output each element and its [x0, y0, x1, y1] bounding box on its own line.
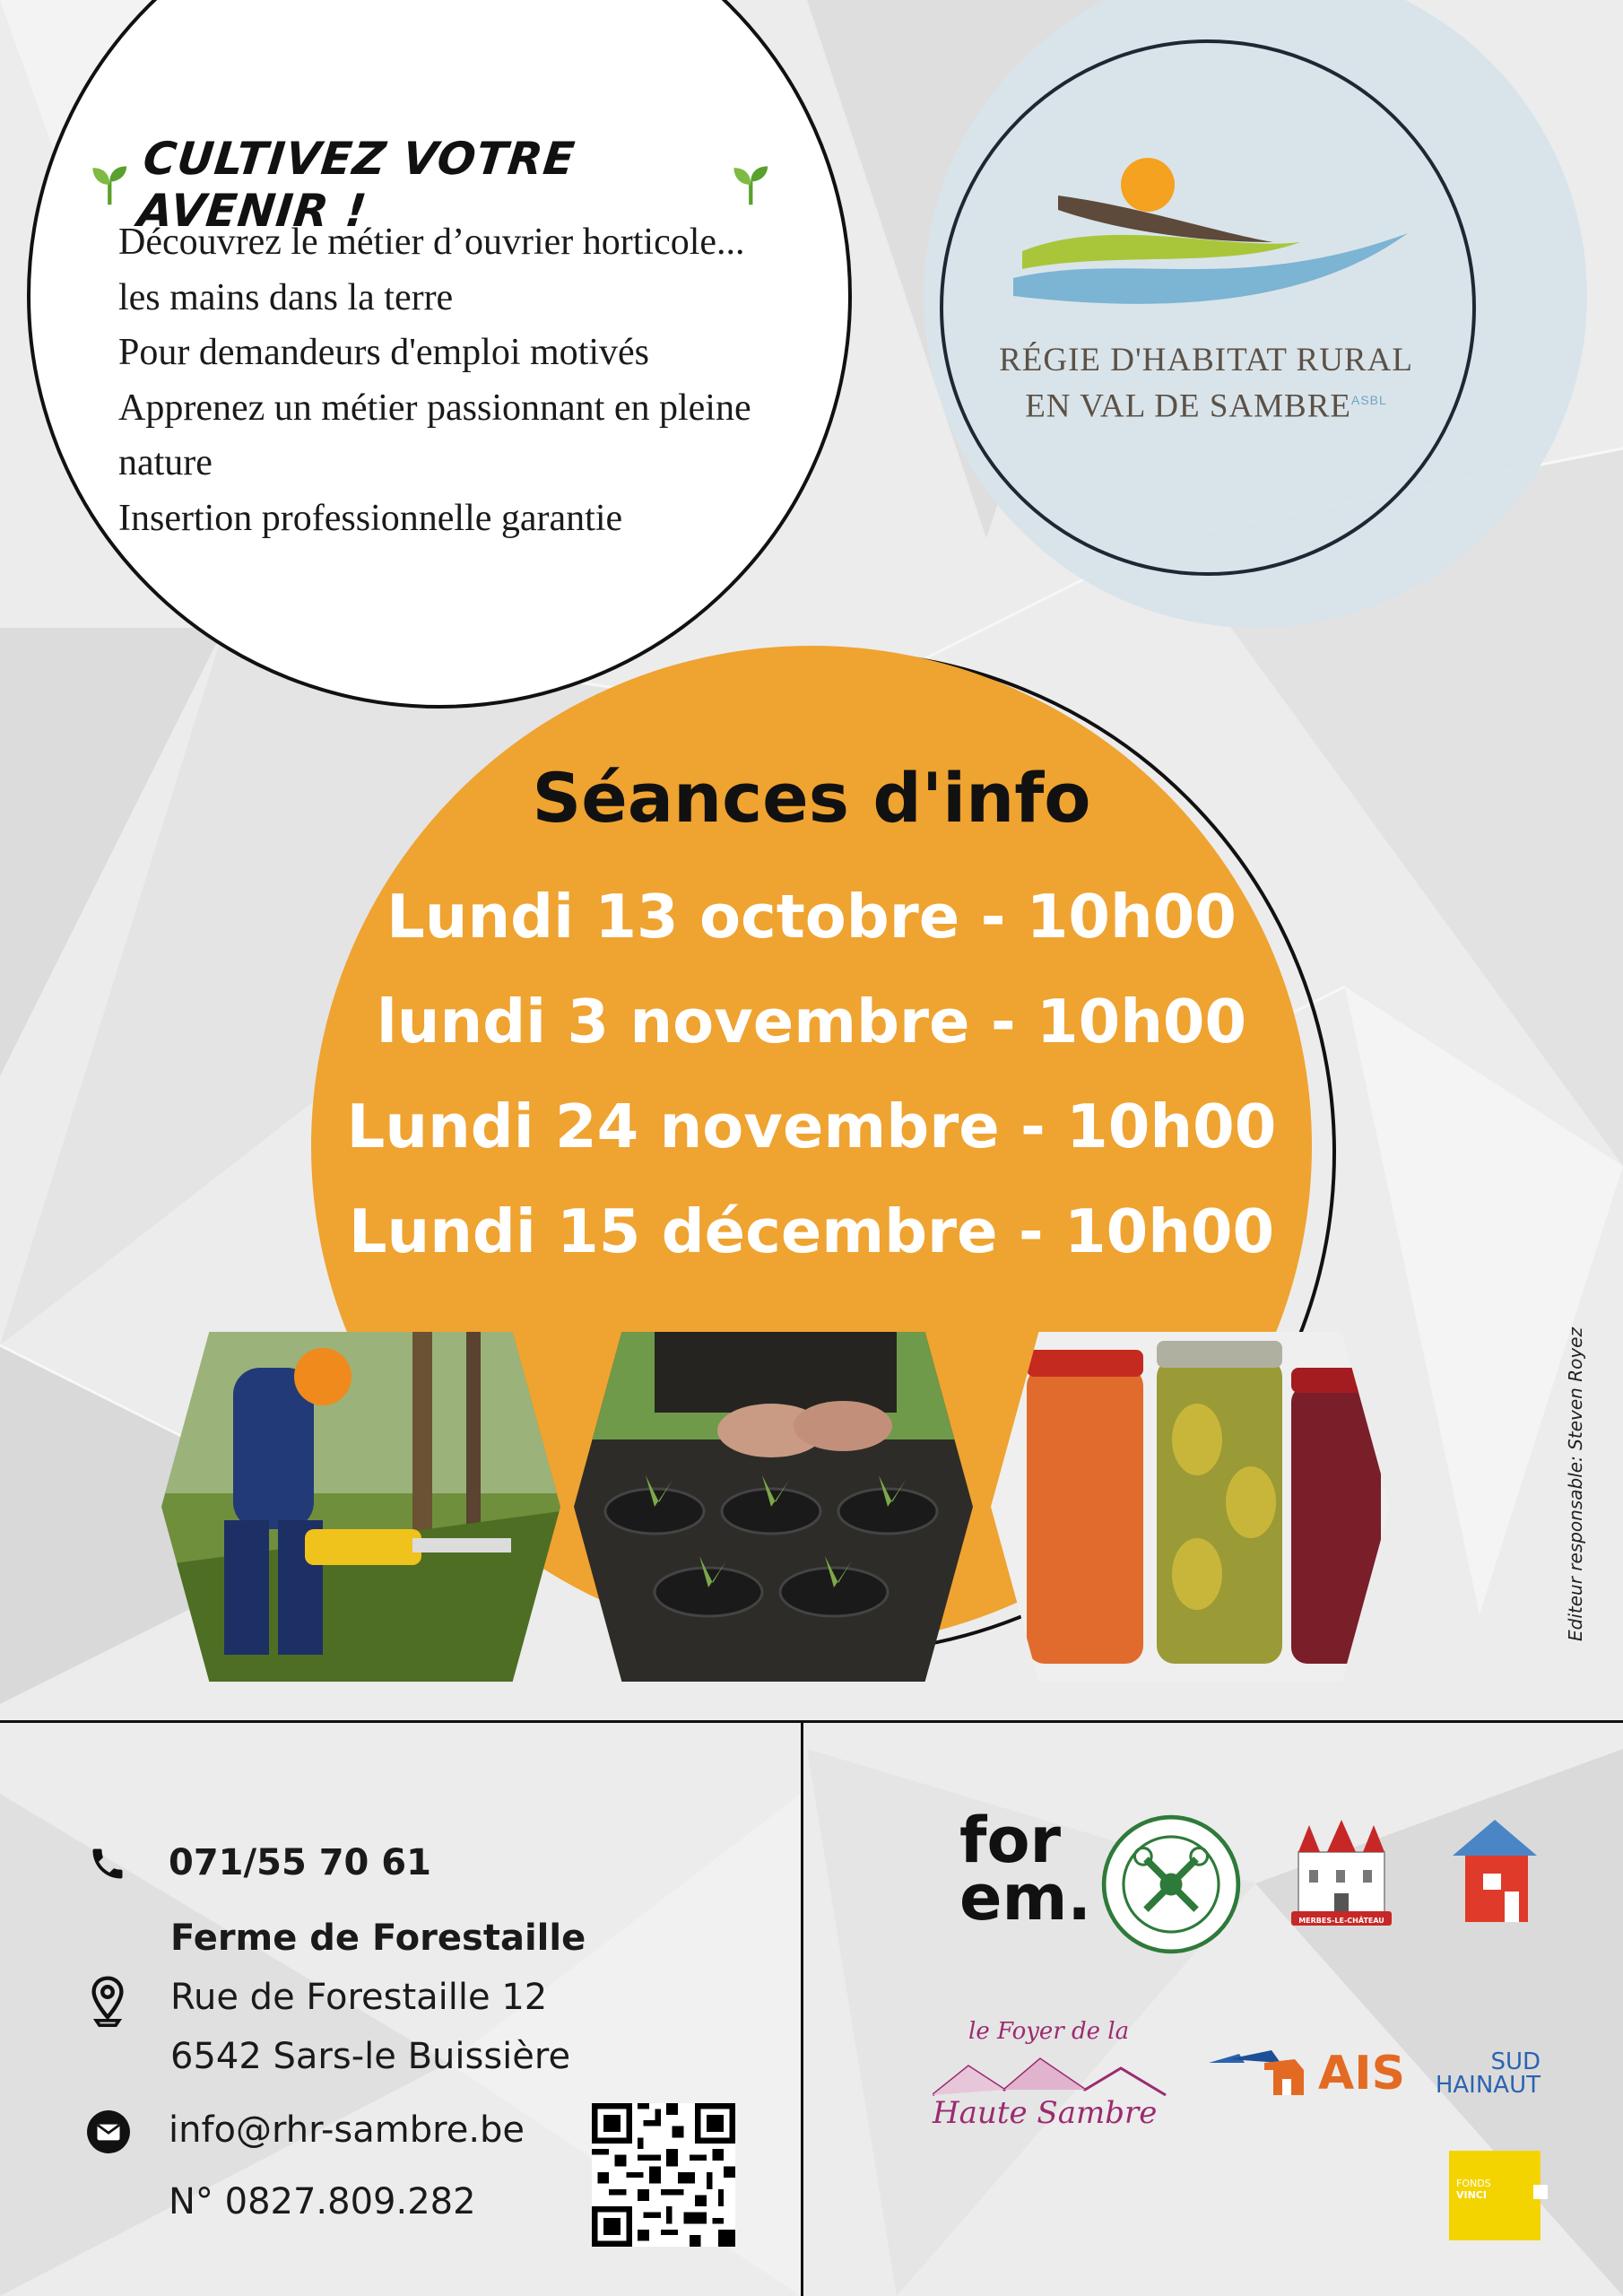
- sessions-title: Séances d'info: [532, 758, 1091, 838]
- foyer-line-2: Haute Sambre: [933, 2095, 1158, 2131]
- section-divider: [0, 1720, 1623, 1723]
- intro-line: Insertion professionnelle garantie: [118, 497, 623, 539]
- company-number: N° 0827.809.282: [169, 2181, 476, 2222]
- forem-logo-line: for: [959, 1804, 1062, 1877]
- ais-region-line: SUD: [1490, 2048, 1541, 2075]
- ais-text: AIS: [1318, 2047, 1406, 2100]
- ais-region-line: HAINAUT: [1435, 2072, 1541, 2099]
- castle-icon: [1291, 1816, 1392, 1926]
- intro-line: nature: [118, 442, 213, 483]
- rooftops-icon: [933, 2054, 1175, 2099]
- intro-text: [118, 215, 854, 546]
- editor-responsible-note: Editeur responsable: Steven Royez: [1565, 1327, 1586, 1641]
- vinci-line: FONDS: [1456, 2178, 1491, 2189]
- vinci-text: [1456, 2178, 1491, 2201]
- qr-code[interactable]: [592, 2103, 735, 2247]
- house-logo: [1445, 1816, 1544, 1926]
- labiensis-seal-logo: [1101, 1814, 1241, 1954]
- session-date: Lundi 24 novembre - 10h00: [346, 1091, 1277, 1161]
- email-address[interactable]: info@rhr-sambre.be: [169, 2109, 525, 2151]
- sprout-icon: [90, 160, 130, 210]
- hex-photo-seedlings: [574, 1332, 973, 1682]
- ais-sud-hainaut-logo: [1209, 2047, 1541, 2109]
- ais-house-icon: [1209, 2050, 1315, 2099]
- email-icon: [86, 2109, 131, 2154]
- logo-line-1: RÉGIE D'HABITAT RURAL: [999, 342, 1413, 378]
- foyer-line-1: le Foyer de la: [968, 2018, 1130, 2045]
- foyer-haute-sambre-logo: [933, 2018, 1175, 2144]
- session-date: lundi 3 novembre - 10h00: [376, 987, 1247, 1057]
- ais-region: [1413, 2050, 1541, 2097]
- column-divider: [801, 1720, 803, 2296]
- intro-line: Pour demandeurs d'emploi motivés: [118, 332, 649, 373]
- merbes-label: MERBES-LE-CHÂTEAU: [1298, 1917, 1384, 1925]
- logo-line-2: EN VAL DE $SAMBRE^{ASBL}$: [1025, 387, 1387, 425]
- headline-text: CULTIVEZ VOTRE AVENIR !: [135, 133, 577, 237]
- street-address: Rue de Forestaille 12: [170, 1977, 548, 2018]
- phone-number[interactable]: 071/55 70 61: [169, 1842, 431, 1883]
- intro-line: Apprenez un métier passionnant en pleine: [118, 387, 751, 429]
- vinci-square: [1533, 2185, 1548, 2199]
- vinci-line: VINCI: [1456, 2189, 1487, 2201]
- hex-photo-forestry: [161, 1332, 560, 1682]
- forem-logo: [959, 1804, 1092, 1935]
- rhr-logo-text: [950, 341, 1462, 426]
- sprout-icon: [731, 160, 771, 210]
- phone-icon: [88, 1844, 127, 1883]
- rhr-logo-mark: [1004, 152, 1417, 332]
- place-name: Ferme de Forestaille: [170, 1918, 586, 1959]
- hex-photo-preserves: [991, 1332, 1390, 1682]
- location-pin-icon: [88, 1975, 127, 2027]
- city-address: 6542 Sars-le Buissière: [170, 2036, 571, 2077]
- merbes-le-chateau-logo: [1291, 1816, 1392, 1925]
- intro-line: Découvrez le métier d’ouvrier horticole...: [118, 222, 745, 263]
- intro-line: les mains dans la terre: [118, 276, 454, 318]
- session-date: Lundi 13 octobre - 10h00: [386, 882, 1237, 952]
- forem-logo-line: em.: [959, 1861, 1092, 1935]
- session-date: Lundi 15 décembre - 10h00: [348, 1196, 1275, 1266]
- fonds-vinci-logo: [1449, 2151, 1541, 2240]
